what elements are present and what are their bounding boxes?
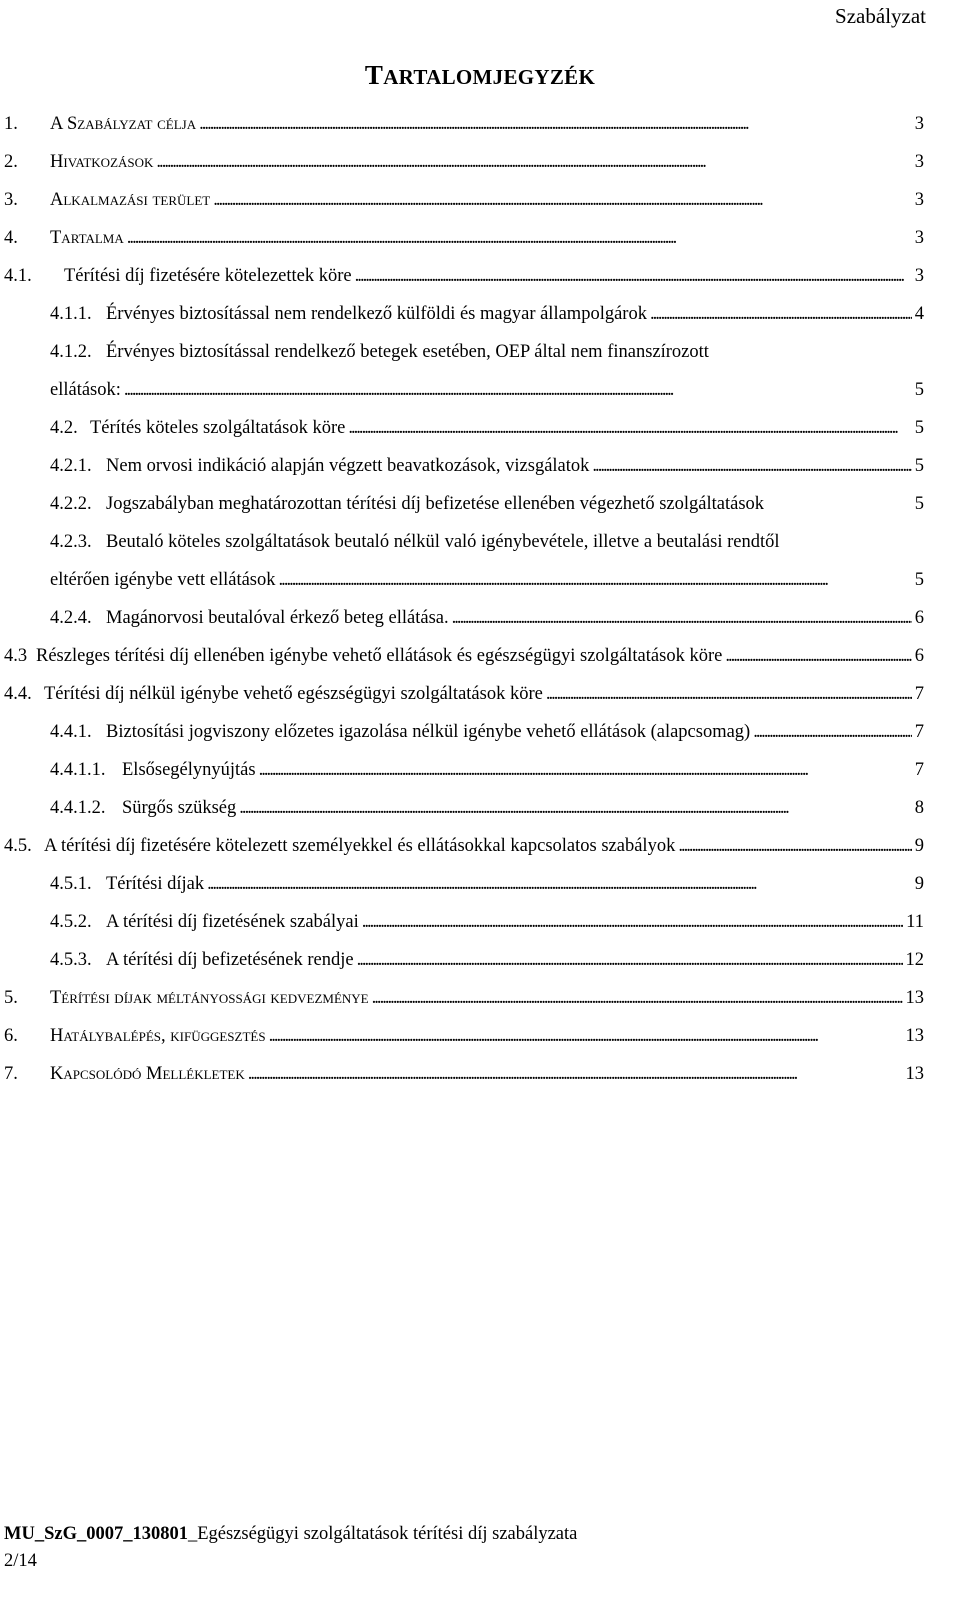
toc-entry-title: Magánorvosi beutalóval érkező beteg ellátása.: [106, 608, 449, 628]
toc-entry-title: Térítés köteles szolgáltatások köre: [90, 418, 346, 438]
toc-entry-title: Részleges térítési díj ellenében igénybe vehető ellátások és egészségügyi szolgáltatások köre: [36, 646, 723, 666]
toc-entry-title: Hatálybalépés, kifüggesztés: [50, 1026, 266, 1046]
toc-entry-number: 4.1.2.: [50, 342, 92, 362]
toc-entry[interactable]: [50, 873, 924, 895]
toc-entry-title: A Szabályzat célja: [50, 114, 197, 134]
toc-entry-title: Sürgős szükség: [122, 798, 237, 818]
toc-entry-title: Beutaló köteles szolgáltatások beutaló nélkül való igénybevétele, illetve a beutalási rendtől: [106, 532, 780, 552]
toc-entry-title-continued: eltérően igénybe vett ellátások: [50, 570, 276, 590]
toc-leader: [753, 721, 912, 743]
toc-entry-number: 4.2.4.: [50, 608, 92, 628]
toc-entry[interactable]: [4, 645, 924, 667]
toc-entry-number: 4.2.2.: [50, 494, 92, 514]
toc-entry-number: 4.5.1.: [50, 874, 92, 894]
toc-entry-number: 7.: [4, 1064, 18, 1084]
toc-entry-title: Tartalma: [50, 228, 124, 248]
toc-entry[interactable]: [4, 151, 924, 173]
toc-entry-page: 5: [914, 418, 924, 438]
toc-entry-number: 4.2.3.: [50, 532, 92, 552]
toc-entry[interactable]: [4, 683, 924, 705]
toc-leader: [725, 645, 911, 667]
toc-entry-title: Térítési díj fizetésére kötelezettek köre: [64, 266, 352, 286]
toc-entry-number: 1.: [4, 114, 18, 134]
toc-entry[interactable]: [50, 759, 924, 781]
toc-entry-number: 4.2.: [50, 418, 78, 438]
toc-entry-number: 4.5.3.: [50, 950, 92, 970]
toc-entry-title: Nem orvosi indikáció alapján végzett beavatkozások, vizsgálatok: [106, 456, 590, 476]
toc-entry-page: 7: [914, 684, 924, 704]
toc-leader: [199, 113, 912, 135]
toc-entry[interactable]: [50, 455, 924, 477]
toc-leader: [259, 759, 912, 781]
toc-entry-continuation[interactable]: [50, 569, 924, 591]
toc-entry-title: Biztosítási jogviszony előzetes igazolása nélkül igénybe vehető ellátások (alapcsomag): [106, 722, 751, 742]
toc-leader: [124, 379, 912, 401]
toc-leader: [269, 1025, 903, 1047]
toc-entry-number: 4.5.2.: [50, 912, 92, 932]
toc-entry[interactable]: [50, 911, 924, 933]
toc-leader: [452, 607, 912, 629]
toc-entry-page: 8: [914, 798, 924, 818]
toc-entry[interactable]: [50, 797, 924, 819]
toc-leader: [355, 265, 912, 287]
toc-entry[interactable]: [4, 835, 924, 857]
toc-entry-first-line[interactable]: [50, 531, 780, 553]
toc-entry[interactable]: [4, 189, 924, 211]
toc-entry-title: Hivatkozások: [50, 152, 154, 172]
toc-entry-title: Elsősegélynyújtás: [122, 760, 256, 780]
toc-entry-page: 9: [914, 836, 924, 856]
toc-entry-number: 4.4.1.2.: [50, 798, 106, 818]
toc-leader: [372, 987, 903, 1009]
toc-leader: [156, 151, 911, 173]
toc-entry-page: 5: [914, 456, 924, 476]
toc-entry-title: Alkalmazási terület: [50, 190, 211, 210]
toc-entry-page: 5: [914, 494, 924, 514]
toc-entry-page: 11: [906, 912, 924, 932]
toc-entry[interactable]: [50, 721, 924, 743]
toc-entry-page: 13: [905, 1026, 924, 1046]
toc-entry-page: 3: [914, 266, 924, 286]
toc-entry-number: 4.5.: [4, 836, 32, 856]
toc-leader: [207, 873, 912, 895]
toc-entry-page: 7: [914, 760, 924, 780]
toc-entry-page: 3: [914, 190, 924, 210]
header-doc-type: Szabályzat: [835, 4, 926, 28]
toc-entry-page: 3: [914, 114, 924, 134]
toc-entry-number: 4.: [4, 228, 18, 248]
toc-leader: [127, 227, 912, 249]
toc-entry-page: 12: [905, 950, 924, 970]
toc-entry-title: Térítési díjak: [106, 874, 205, 894]
toc-entry-page: 5: [914, 380, 924, 400]
toc-entry-title: Térítési díjak méltányossági kedvezménye: [50, 988, 369, 1008]
toc-entry[interactable]: [4, 1063, 924, 1085]
toc-entry[interactable]: [4, 113, 924, 135]
toc-leader: [348, 417, 911, 439]
toc-entry-title: A térítési díj befizetésének rendje: [106, 950, 354, 970]
toc-leader: [546, 683, 912, 705]
toc-entry-title: A térítési díj fizetésének szabályai: [106, 912, 359, 932]
toc-entry-page: 6: [914, 646, 924, 666]
toc-entry-page: 13: [905, 988, 924, 1008]
toc-leader: [239, 797, 911, 819]
toc-entry-title: Térítési díj nélkül igénybe vehető egészségügyi szolgáltatások köre: [44, 684, 543, 704]
toc-leader: [213, 189, 912, 211]
toc-entry-page: 4: [914, 304, 924, 324]
toc-entry-number: 3.: [4, 190, 18, 210]
toc-entry-page: 9: [914, 874, 924, 894]
toc-entry[interactable]: [50, 607, 924, 629]
toc-entry-first-line[interactable]: [50, 341, 709, 363]
toc-leader: [678, 835, 911, 857]
toc-title-rest: ARTALOMJEGYZÉK: [383, 65, 596, 89]
toc-leader: [592, 455, 911, 477]
toc-entry-page: 5: [914, 570, 924, 590]
toc-title-initial: T: [364, 60, 384, 90]
toc-entry[interactable]: [50, 417, 924, 439]
toc-entry-page: 6: [914, 608, 924, 628]
toc-entry[interactable]: [4, 265, 924, 287]
toc-entry-number: 4.4.: [4, 684, 32, 704]
toc-title: [0, 60, 960, 91]
toc-leader: [248, 1063, 903, 1085]
toc-entry-title: Kapcsolódó Mellékletek: [50, 1064, 245, 1084]
toc-leader: [362, 911, 903, 933]
toc-entry-page: 13: [905, 1064, 924, 1084]
toc-entry-number: 4.1.1.: [50, 304, 92, 324]
toc-entry-number: 5.: [4, 988, 18, 1008]
toc-entry-number: 4.4.1.1.: [50, 760, 106, 780]
toc-entry-number: 4.4.1.: [50, 722, 92, 742]
toc-leader: [357, 949, 903, 971]
toc-entry[interactable]: [4, 227, 924, 249]
toc-leader: [279, 569, 912, 591]
page-number: 2/14: [4, 1551, 37, 1571]
toc-entry-number: 4.1.: [4, 266, 32, 286]
toc-entry-title: A térítési díj fizetésére kötelezett személyekkel és ellátásokkal kapcsolatos szabályok: [44, 836, 676, 856]
toc-entry[interactable]: [4, 987, 924, 1009]
toc-leader: [650, 303, 912, 325]
toc-entry-title: Érvényes biztosítással rendelkező betegek esetében, OEP által nem finanszírozott: [106, 342, 709, 362]
toc-entry[interactable]: [50, 493, 924, 515]
toc-entry-page: 7: [914, 722, 924, 742]
toc-entry-number: 4.3: [4, 646, 28, 666]
toc-entry-page: 3: [914, 228, 924, 248]
toc-entry-title: Jogszabályban meghatározottan térítési díj befizetése ellenében végezhető szolgáltatások: [106, 494, 765, 514]
footer-document-id: [4, 1524, 577, 1545]
toc-entry-title: Érvényes biztosítással nem rendelkező külföldi és magyar állampolgárok: [106, 304, 647, 324]
toc-entry-number: 6.: [4, 1026, 18, 1046]
toc-entry-page: 3: [914, 152, 924, 172]
toc-entry[interactable]: [50, 949, 924, 971]
toc-entry-number: 2.: [4, 152, 18, 172]
toc-entry-continuation[interactable]: [50, 379, 924, 401]
toc-entry[interactable]: [50, 303, 924, 325]
toc-entry-title-continued: ellátások:: [50, 380, 121, 400]
toc-entry[interactable]: [4, 1025, 924, 1047]
toc-entry-number: 4.2.1.: [50, 456, 92, 476]
footer-title: _Egészségügyi szolgáltatások térítési díj szabályzata: [187, 1524, 578, 1544]
footer-code: MU_SzG_0007_130801: [4, 1524, 188, 1544]
